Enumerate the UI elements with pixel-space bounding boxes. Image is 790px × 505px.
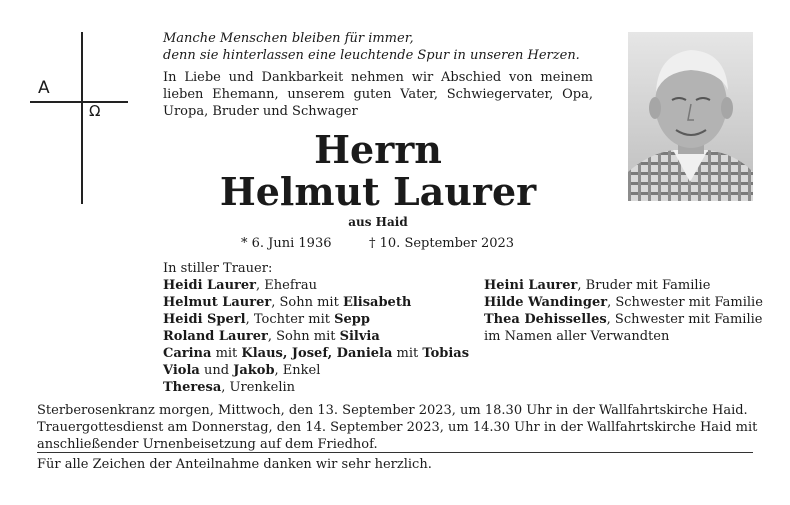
- notice-line: Sterberosenkranz morgen, Mittwoch, den 13. September 2023, um 18.30 Uhr in der Wallfahrtskirche Haid.: [37, 403, 748, 418]
- omega-symbol: Ω: [89, 102, 101, 120]
- mourner-entry: [484, 294, 763, 311]
- mourner-name: Thea Dehisselles: [484, 312, 607, 327]
- thanks-text: Für alle Zeichen der Anteilnahme danken wir sehr herzlich.: [37, 457, 432, 472]
- mourner-entry: [163, 345, 469, 362]
- alpha-symbol: A: [38, 78, 50, 98]
- mourner-entry: [163, 277, 469, 294]
- mourner-name: Klaus, Josef, Daniela: [241, 346, 393, 361]
- mourner-relation: , Enkel: [274, 363, 321, 378]
- cross-vertical-bar: [81, 32, 83, 204]
- mourner-name: Hilde Wandinger: [484, 295, 608, 310]
- mourner-name: Heidi Laurer: [163, 278, 257, 293]
- mourner-entry: [163, 328, 469, 345]
- mourner-entry: [163, 294, 469, 311]
- birth-date: * 6. Juni 1936: [241, 236, 332, 251]
- mourner-relation: im Namen aller Verwandten: [484, 329, 670, 344]
- intro-line: lieben Ehemann, unserem guten Vater, Schwiegervater, Opa,: [163, 87, 593, 102]
- mourner-relation: , Sohn mit: [271, 295, 343, 310]
- intro-text: [163, 69, 593, 120]
- mourner-entry: [163, 311, 469, 328]
- mourner-relation: , Tochter mit: [245, 312, 335, 327]
- origin: aus Haid: [348, 215, 408, 229]
- quote-line: Manche Menschen bleiben für immer,: [163, 31, 414, 46]
- mourner-name: Tobias: [422, 346, 470, 361]
- mourners-list: [163, 277, 469, 396]
- mourner-relation: , Sohn mit: [267, 329, 340, 344]
- mourner-relation: , Urenkelin: [221, 380, 296, 395]
- mourner-name: Sepp: [334, 312, 370, 327]
- notice-line: Trauergottesdienst am Donnerstag, den 14. September 2023, um 14.30 Uhr in der Wallfahrtskirche Haid mit: [37, 420, 758, 435]
- mourners-left-column: [163, 260, 469, 396]
- mourner-relation: mit: [392, 346, 423, 361]
- divider: [37, 452, 753, 453]
- mourner-relation: , Schwester mit Familie: [607, 295, 763, 310]
- quote-line: denn sie hinterlassen eine leuchtende Spur in unseren Herzen.: [163, 48, 580, 63]
- mourners-right-column: [484, 277, 763, 345]
- mourner-name: Silvia: [339, 329, 380, 344]
- portrait-photo: [628, 32, 753, 201]
- mourner-name: Carina: [163, 346, 212, 361]
- mourner-relation: , Ehefrau: [256, 278, 318, 293]
- mourner-entry: [484, 277, 763, 294]
- mourner-entry: [484, 311, 763, 328]
- mourner-entry: [163, 362, 469, 379]
- mourner-name: Viola: [163, 363, 200, 378]
- mourner-name: Helmut Laurer: [163, 295, 272, 310]
- mourner-name: Jakob: [233, 363, 275, 378]
- mourner-relation: , Schwester mit Familie: [606, 312, 763, 327]
- mourner-entry: [163, 379, 469, 396]
- mourner-name: Elisabeth: [342, 295, 412, 310]
- mourners-heading: In stiller Trauer:: [163, 261, 273, 276]
- mourner-name: Heidi Sperl: [163, 312, 246, 327]
- memorial-quote: [163, 30, 580, 64]
- mourner-name: Roland Laurer: [163, 329, 268, 344]
- death-date: † 10. September 2023: [369, 236, 515, 251]
- intro-line: In Liebe und Dankbarkeit nehmen wir Abschied von meinem: [163, 70, 593, 85]
- portrait-illustration: [628, 32, 753, 201]
- mourner-relation: und: [199, 363, 234, 378]
- notice-line: anschließender Urnenbeisetzung auf dem Friedhof.: [37, 437, 378, 452]
- mourner-name: Heini Laurer: [484, 278, 578, 293]
- mourner-entry: [484, 328, 763, 345]
- intro-line: Uropa, Bruder und Schwager: [163, 104, 358, 119]
- deceased-name: Helmut Laurer: [219, 169, 537, 214]
- salutation: Herrn: [314, 127, 442, 172]
- mourner-name: Theresa: [163, 380, 222, 395]
- mourner-relation: , Bruder mit Familie: [577, 278, 711, 293]
- cross-horizontal-bar: [30, 101, 128, 103]
- mourner-relation: mit: [211, 346, 242, 361]
- mourners-list: [484, 277, 763, 345]
- service-notice: [37, 402, 758, 453]
